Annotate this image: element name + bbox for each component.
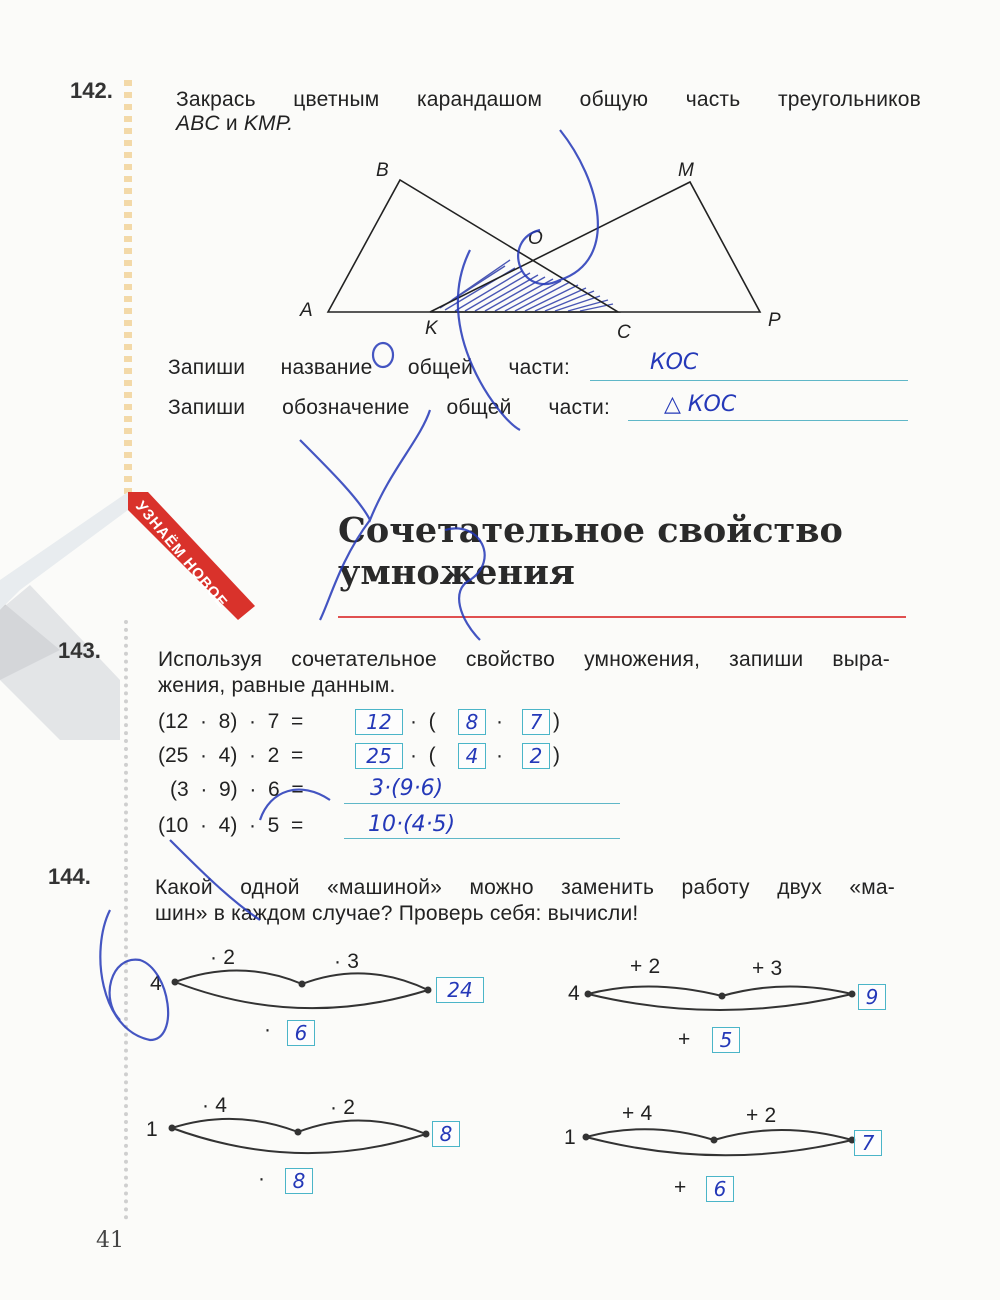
task-142-text-line1: Закрась цветным карандашом общую часть треугольников (176, 88, 921, 111)
point-m: M (678, 160, 694, 181)
point-p: P (768, 310, 781, 331)
d4-result-box[interactable]: 7 (854, 1130, 882, 1156)
d1-op1: · 2 (210, 946, 236, 969)
d1-op2: · 3 (334, 950, 360, 973)
side-badge-label: УЗНАЁМ НОВОЕ (131, 498, 231, 612)
point-c: C (617, 322, 631, 343)
d1-combined-op: · (264, 1018, 272, 1041)
d3-result-box[interactable]: 8 (432, 1121, 460, 1147)
name-label: Запиши название общей части: (168, 356, 570, 379)
task-142-number: 142. (70, 78, 113, 103)
d3-start: 1 (146, 1118, 158, 1141)
answer-row-3: 3·(9·6) (370, 776, 444, 801)
answer-box-2[interactable]: 2 (522, 743, 550, 769)
page-number: 41 (96, 1228, 124, 1253)
triangle-abc-label: ABC (176, 112, 220, 135)
task-144-number: 144. (48, 864, 91, 889)
answer-box-25[interactable]: 25 (355, 743, 403, 769)
expr-row-2: (25 · 4) · 2 = (158, 744, 304, 767)
close-paren-2: ) (553, 744, 560, 767)
d3-combined-box[interactable]: 8 (285, 1168, 313, 1194)
d1-result-box[interactable]: 24 (436, 977, 484, 1003)
d2-op2: + 3 (752, 957, 783, 980)
point-a: A (300, 300, 313, 321)
dot-paren-1: · ( (410, 710, 436, 733)
task-144-text-line2: шин» в каждом случае? Проверь себя: вычисли! (155, 902, 639, 925)
dot-1: · (496, 710, 503, 733)
dot-paren-2: · ( (410, 744, 436, 767)
answer-box-8[interactable]: 8 (458, 709, 486, 735)
d2-start: 4 (568, 982, 580, 1005)
section-title-line1: Сочетательное свойство (338, 510, 843, 551)
expr-row-4: (10 · 4) · 5 = (158, 814, 304, 837)
d1-combined-box[interactable]: 6 (287, 1020, 315, 1046)
d2-combined-box[interactable]: 5 (712, 1027, 740, 1053)
task-143-text-line1: Используя сочетательное свойство умножения, запиши выра- (158, 648, 890, 671)
d4-combined-op: + (674, 1176, 687, 1199)
d1-start: 4 (150, 972, 162, 995)
task-143-number: 143. (58, 638, 101, 663)
point-o: O (528, 228, 543, 249)
answer-box-12[interactable]: 12 (355, 709, 403, 735)
d2-op1: + 2 (630, 955, 661, 978)
answer-row-4: 10·(4·5) (368, 812, 456, 837)
notation-label: Запиши обозначение общей части: (168, 396, 610, 419)
expr-row-1: (12 · 8) · 7 = (158, 710, 304, 733)
point-b: B (376, 160, 389, 181)
name-answer: КОС (650, 350, 699, 375)
expr-row-3: (3 · 9) · 6 = (170, 778, 304, 801)
notation-answer: △ КОС (664, 392, 737, 417)
d3-combined-op: · (258, 1167, 266, 1190)
d3-op1: · 4 (202, 1094, 228, 1117)
dot-2: · (496, 744, 503, 767)
point-k: K (425, 318, 438, 339)
triangle-kmp-label: KMP. (243, 112, 294, 135)
d2-result-box[interactable]: 9 (858, 984, 886, 1010)
d4-op2: + 2 (746, 1104, 777, 1127)
d4-start: 1 (564, 1126, 576, 1149)
d3-op2: · 2 (330, 1096, 356, 1119)
section-title-line2: умножения (338, 552, 575, 593)
d4-op1: + 4 (622, 1102, 653, 1125)
close-paren-1: ) (553, 710, 560, 733)
d2-combined-op: + (678, 1028, 691, 1051)
task-144-text-line1: Какой одной «машиной» можно заменить работу двух «ма- (155, 876, 895, 899)
d4-combined-box[interactable]: 6 (706, 1176, 734, 1202)
answer-box-7[interactable]: 7 (522, 709, 550, 735)
task-142-text-line2: ABC и KMP. (176, 112, 294, 135)
task-143-text-line2: жения, равные данным. (158, 674, 396, 697)
answer-box-4[interactable]: 4 (458, 743, 486, 769)
